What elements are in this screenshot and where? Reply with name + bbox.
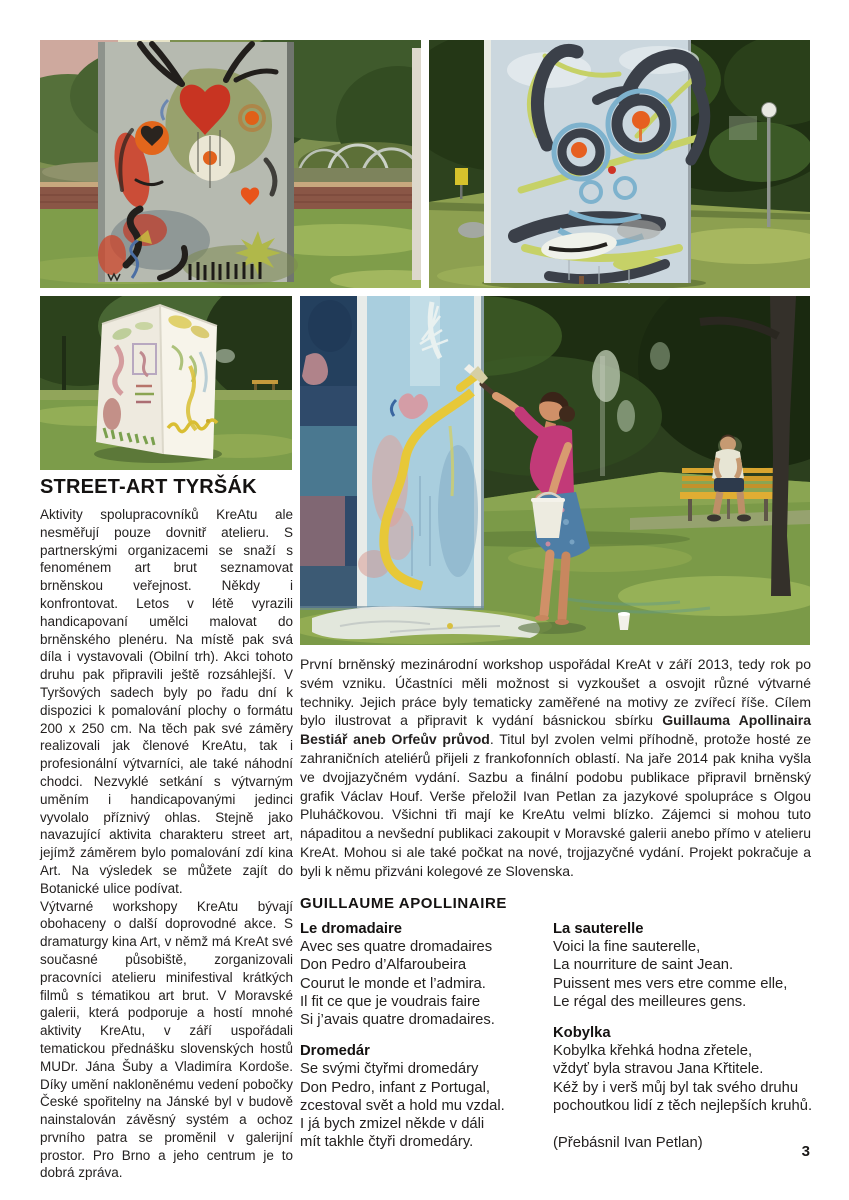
article-title: STREET-ART TYRŠÁK bbox=[40, 476, 257, 498]
street-art-article bbox=[40, 476, 293, 1182]
poem-lines bbox=[553, 1042, 815, 1115]
page-number: 3 bbox=[801, 1143, 810, 1160]
poem-lines bbox=[553, 938, 815, 1011]
poem-title: Le dromadaire bbox=[300, 921, 402, 937]
poem-lines bbox=[300, 938, 553, 1029]
poem-line: Kéž by i verš můj byl tak svého druhu bbox=[553, 1079, 799, 1096]
poem-title: Kobylka bbox=[553, 1025, 611, 1042]
poem-dromedar bbox=[300, 1042, 553, 1151]
poem-line: Don Pedro d’Alfaroubeira bbox=[300, 957, 467, 974]
poem-le-dromadaire bbox=[300, 920, 553, 1029]
photo-woman-painting bbox=[300, 296, 810, 645]
poem-kobylka bbox=[553, 1024, 815, 1115]
poems-section bbox=[300, 895, 815, 1152]
poem-line: Kobylka křehká hodna zřetele, bbox=[553, 1043, 753, 1060]
workshop-paragraph: První brněnský mezinárodní workshop uspořádal KreAt v září 2013, tedy rok po svém vzniku. Účastníci měli možnost si vyzkoušet a osvojit různé výtvarné techniky. Jejich práce byly tematicky zaměřené na motivy ze zvířecí říše. Cílem bylo ilustrovat a připravit k vydání básnickou sbírku Guillauma Apollinaira Bestiář aneb Orfeův průvod. Titul byl zvolen velmi příhodně, protože hosté ze zahraničních ateliérů přijeli z frankofonních oblastí. Na jaře 2014 pak kniha vyšla ve dvojjazyčném vydání. Sazbu a finální podobu publikace připravil brněnský grafik Václav Houf. Verše přeložil Ivan Petlan za jazykové spolupráce s Olgou Pluháčkovou. Všichni tři mají ke KreAtu velmi blízko. Zájemci si mohou tuto nápaditou a nevšední publikaci zakoupit v Moravské galerii anebo přímo v atelieru KreAt. Mohou si ale také počkat na nové, trojjazyčné vydání. Projekt pokračuje a byli k němu přizváni kolegové ze Slovenska. bbox=[300, 656, 812, 879]
poem-title: Dromedár bbox=[300, 1043, 370, 1060]
poem-line: La nourriture de saint Jean. bbox=[553, 957, 734, 974]
poems-column-1 bbox=[300, 920, 553, 1152]
poem-line: Il fit ce que je voudrais faire bbox=[300, 993, 481, 1010]
poem-line: Courut le monde et l’admira. bbox=[300, 975, 486, 992]
photo-white-cube bbox=[40, 296, 292, 470]
poem-line: vždyť byla stravou Jana Křtitele. bbox=[553, 1061, 764, 1078]
poem-line: Le régal des meilleures gens. bbox=[553, 993, 747, 1010]
poem-line: Avec ses quatre dromadaires bbox=[300, 939, 493, 956]
poems-heading: GUILLAUME APOLLINAIRE bbox=[300, 895, 508, 912]
photo-creature-panel bbox=[429, 40, 810, 288]
poem-lines bbox=[300, 1060, 553, 1151]
poem-line: Puissent mes vers etre comme elle, bbox=[553, 975, 788, 992]
poem-line: zcestoval svět a hold mu vzdal. bbox=[300, 1097, 505, 1114]
article-paragraph-1: Aktivity spolupracovníků KreAtu ale nesměřují pouze dovnitř atelieru. S partnerskými organizacemi se snaží s fenoménem art brut seznamovat brněnskou veřejnost. Někdy i konfrontovat. Letos v létě vyrazili handicapovaní umělci malovat do brněnského plenéru. Na místě pak svá díla i vystavovali (Obilní trh). Akci tohoto druhu pak připravili ještě rozsáhlejší. V Tyršových sadech byly po řadu dní k dispozici k pomalování plochy o formátu 200 x 250 cm. Na těch pak své záměry realizovali jak členové KreAtu, tak i profesionální výtvarníci, ale také náhodní chodci. Nezvyklé setkání s výtvarným uměním i handicapovanými jedinci vyvolalo příznivý ohlas. Stejně jako navazující aktivita charakteru street art, jejímž záměrem bylo pomalování zdí kina Art. Na výsledek se můžete zajít do Botanické ulice podívat. bbox=[40, 507, 293, 896]
poem-line: Si j’avais quatre dromadaires. bbox=[300, 1012, 495, 1029]
poem-line: pochoutkou lidí z těch nejlepších kruhů. bbox=[553, 1097, 813, 1114]
article-paragraph-2: Výtvarné workshopy KreAtu bývají obohaceny o další doprovodné akce. S dramaturgy kina Art, v němž má KreAt své současné působiště, zorganizovali pracovníci atelieru minifestival krátkých filmů s tématikou art brut. V Moravské galerii, která podporuje a hostí mnohé aktivity KreAtu, v září uspořádali tematickou přednášku slovenských hostů MUDr. Jána Šuby a Vladimíra Kordoše. Díky umění nakloněnému vedení pobočky České spořitelny na Jánské byl v budově nainstalován závěsný systém a ochoz prvního patra se proměnil v galerijní prostor. Pro Brno a jeho centrum je to dobrá zpráva. bbox=[40, 898, 293, 1181]
poem-line: mít takhle čtyři dromedáry. bbox=[300, 1134, 474, 1151]
poems-column-2 bbox=[553, 920, 815, 1152]
poem-la-sauterelle bbox=[553, 920, 815, 1011]
poem-line: Se svými čtyřmi dromedáry bbox=[300, 1061, 479, 1078]
translation-credit: (Přebásnil Ivan Petlan) bbox=[553, 1135, 703, 1152]
poem-line: Don Pedro, infant z Portugal, bbox=[300, 1079, 491, 1096]
workshop-article bbox=[300, 655, 811, 881]
photo-graffiti-panel bbox=[40, 40, 421, 288]
poem-line: I já bych zmizel někde v dáli bbox=[300, 1116, 485, 1133]
poem-title: La sauterelle bbox=[553, 921, 644, 937]
poem-line: Voici la fine sauterelle, bbox=[553, 939, 701, 956]
